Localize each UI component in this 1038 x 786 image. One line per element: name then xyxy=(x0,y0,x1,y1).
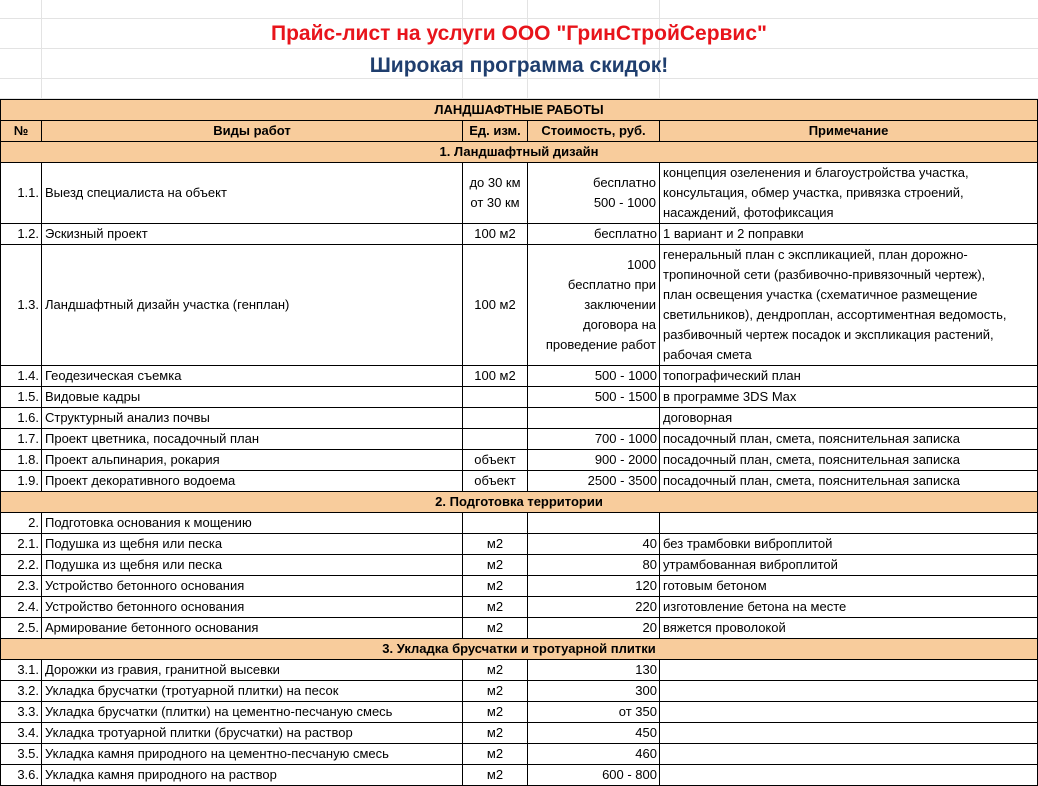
row-price: 40 xyxy=(528,534,660,555)
row-name: Проект альпинария, рокария xyxy=(42,450,463,471)
row-num: 1.2. xyxy=(1,224,42,245)
table-row xyxy=(1,576,1038,597)
table-row xyxy=(1,702,1038,723)
row-price: 80 xyxy=(528,555,660,576)
row-num: 1.8. xyxy=(1,450,42,471)
row-name: Геодезическая съемка xyxy=(42,366,463,387)
row-num: 3.1. xyxy=(1,660,42,681)
row-unit xyxy=(463,163,528,224)
row-num: 3.4. xyxy=(1,723,42,744)
row-name: Укладка камня природного на раствор xyxy=(42,765,463,786)
grid-line xyxy=(659,0,660,99)
row-price: от 350 xyxy=(528,702,660,723)
row-price: 700 - 1000 xyxy=(528,429,660,450)
row-unit xyxy=(463,429,528,450)
table-caption-row xyxy=(1,100,1038,121)
row-note xyxy=(660,723,1038,744)
row-note: посадочный план, смета, пояснительная записка xyxy=(660,471,1038,492)
row-name: Ландшафтный дизайн участка (генплан) xyxy=(42,245,463,366)
row-num: 2.1. xyxy=(1,534,42,555)
row-note-line: насаждений, фотофиксация xyxy=(663,205,834,220)
section-row xyxy=(1,492,1038,513)
row-num: 1.9. xyxy=(1,471,42,492)
column-header-work: Виды работ xyxy=(42,121,463,142)
row-note-line: рабочая смета xyxy=(663,347,752,362)
row-note-line: светильников), дендроплан, ассортиментная ведомость, xyxy=(663,307,1007,322)
row-note xyxy=(660,765,1038,786)
row-name: Выезд специалиста на объект xyxy=(42,163,463,224)
row-num: 2.5. xyxy=(1,618,42,639)
grid-line xyxy=(0,78,1038,79)
row-unit: 100 м2 xyxy=(463,245,528,366)
grid-line xyxy=(0,18,1038,19)
table-row xyxy=(1,723,1038,744)
row-note: договорная xyxy=(660,408,1038,429)
row-unit: м2 xyxy=(463,744,528,765)
grid-line xyxy=(41,0,42,99)
row-unit: м2 xyxy=(463,681,528,702)
row-price: 460 xyxy=(528,744,660,765)
grid-line xyxy=(0,48,1038,49)
row-note: посадочный план, смета, пояснительная записка xyxy=(660,450,1038,471)
row-name: Подготовка основания к мощению xyxy=(42,513,463,534)
row-num: 1.5. xyxy=(1,387,42,408)
row-unit: м2 xyxy=(463,576,528,597)
row-note: 1 вариант и 2 поправки xyxy=(660,224,1038,245)
row-unit: м2 xyxy=(463,660,528,681)
row-unit: 100 м2 xyxy=(463,366,528,387)
row-unit: м2 xyxy=(463,723,528,744)
row-name: Эскизный проект xyxy=(42,224,463,245)
column-header-price: Стоимость, руб. xyxy=(528,121,660,142)
row-num: 3.5. xyxy=(1,744,42,765)
row-price-line: бесплатно при xyxy=(567,277,656,292)
section-row xyxy=(1,639,1038,660)
row-name: Структурный анализ почвы xyxy=(42,408,463,429)
row-price: 130 xyxy=(528,660,660,681)
row-note xyxy=(660,245,1038,366)
row-note: без трамбовки виброплитой xyxy=(660,534,1038,555)
row-note xyxy=(660,744,1038,765)
page-subtitle: Широкая программа скидок! xyxy=(369,54,669,77)
row-num: 1.7. xyxy=(1,429,42,450)
section-title: 1. Ландшафтный дизайн xyxy=(1,142,1038,163)
row-name: Проект цветника, посадочный план xyxy=(42,429,463,450)
row-unit xyxy=(463,408,528,429)
row-note xyxy=(660,513,1038,534)
column-header-note: Примечание xyxy=(660,121,1038,142)
grid-line xyxy=(462,0,463,99)
row-unit-line: от 30 км xyxy=(470,195,520,210)
row-note: в программе 3DS Max xyxy=(660,387,1038,408)
row-unit: м2 xyxy=(463,555,528,576)
row-note: изготовление бетона на месте xyxy=(660,597,1038,618)
row-price xyxy=(528,163,660,224)
row-price: 600 - 800 xyxy=(528,765,660,786)
row-unit: м2 xyxy=(463,597,528,618)
page-title: Прайс-лист на услуги ООО "ГринСтройСервис" xyxy=(271,22,767,45)
row-num: 1.6. xyxy=(1,408,42,429)
row-note-line: тропиночной сети (разбивочно-привязочный чертеж), xyxy=(663,267,986,282)
section-title: 3. Укладка брусчатки и тротуарной плитки xyxy=(1,639,1038,660)
price-table xyxy=(0,99,1038,786)
row-name: Дорожки из гравия, гранитной высевки xyxy=(42,660,463,681)
table-row xyxy=(1,450,1038,471)
row-note: посадочный план, смета, пояснительная записка xyxy=(660,429,1038,450)
table-caption: ЛАНДШАФТНЫЕ РАБОТЫ xyxy=(1,100,1038,121)
table-row xyxy=(1,471,1038,492)
table-row xyxy=(1,534,1038,555)
table-row xyxy=(1,681,1038,702)
row-note-line: план освещения участка (схематичное размещение xyxy=(663,287,978,302)
table-row xyxy=(1,429,1038,450)
row-num: 1.3. xyxy=(1,245,42,366)
row-note: утрамбованная виброплитой xyxy=(660,555,1038,576)
row-num: 2.2. xyxy=(1,555,42,576)
row-num: 3.6. xyxy=(1,765,42,786)
row-name: Подушка из щебня или песка xyxy=(42,534,463,555)
row-num: 3.3. xyxy=(1,702,42,723)
row-price xyxy=(528,408,660,429)
row-name: Проект декоративного водоема xyxy=(42,471,463,492)
column-header-unit: Ед. изм. xyxy=(463,121,528,142)
row-name: Укладка тротуарной плитки (брусчатки) на раствор xyxy=(42,723,463,744)
table-row xyxy=(1,408,1038,429)
table-row xyxy=(1,555,1038,576)
row-price: 120 xyxy=(528,576,660,597)
row-price: 20 xyxy=(528,618,660,639)
row-unit-line: до 30 км xyxy=(469,175,521,190)
row-note: вяжется проволокой xyxy=(660,618,1038,639)
row-price: 500 - 1000 xyxy=(528,366,660,387)
row-num: 3.2. xyxy=(1,681,42,702)
row-name: Укладка камня природного на цементно-песчаную смесь xyxy=(42,744,463,765)
row-unit xyxy=(463,387,528,408)
row-price xyxy=(528,513,660,534)
grid-line xyxy=(527,0,528,99)
table-row xyxy=(1,387,1038,408)
table-row xyxy=(1,163,1038,224)
row-note xyxy=(660,660,1038,681)
row-unit xyxy=(463,513,528,534)
table-row xyxy=(1,366,1038,387)
row-note: готовым бетоном xyxy=(660,576,1038,597)
row-name: Устройство бетонного основания xyxy=(42,597,463,618)
row-price-line: 1000 xyxy=(627,257,656,272)
row-note-line: генеральный план с экспликацией, план дорожно- xyxy=(663,247,968,262)
table-row xyxy=(1,245,1038,366)
row-price xyxy=(528,245,660,366)
row-num: 1.1. xyxy=(1,163,42,224)
table-row xyxy=(1,660,1038,681)
row-price: 300 xyxy=(528,681,660,702)
row-name: Видовые кадры xyxy=(42,387,463,408)
table-row xyxy=(1,765,1038,786)
table-row xyxy=(1,597,1038,618)
row-unit: объект xyxy=(463,450,528,471)
section-row xyxy=(1,142,1038,163)
row-name: Армирование бетонного основания xyxy=(42,618,463,639)
row-price-line: 500 - 1000 xyxy=(593,195,656,210)
row-unit: объект xyxy=(463,471,528,492)
row-unit: 100 м2 xyxy=(463,224,528,245)
row-price-line: договора на xyxy=(583,317,656,332)
section-title: 2. Подготовка территории xyxy=(1,492,1038,513)
row-name: Подушка из щебня или песка xyxy=(42,555,463,576)
column-header-row xyxy=(1,121,1038,142)
row-price-line: бесплатно xyxy=(593,175,656,190)
row-note xyxy=(660,681,1038,702)
row-name: Укладка брусчатки (тротуарной плитки) на песок xyxy=(42,681,463,702)
row-price: 500 - 1500 xyxy=(528,387,660,408)
row-price-line: заключении xyxy=(584,297,656,312)
row-price: 2500 - 3500 xyxy=(528,471,660,492)
row-name: Укладка брусчатки (плитки) на цементно-песчаную смесь xyxy=(42,702,463,723)
row-name: Устройство бетонного основания xyxy=(42,576,463,597)
row-note xyxy=(660,702,1038,723)
row-num: 1.4. xyxy=(1,366,42,387)
row-price: 900 - 2000 xyxy=(528,450,660,471)
row-price: бесплатно xyxy=(528,224,660,245)
table-row xyxy=(1,618,1038,639)
row-note-line: консультация, обмер участка, привязка строений, xyxy=(663,185,964,200)
row-note-line: концепция озеленения и благоустройства участка, xyxy=(663,165,969,180)
row-unit: м2 xyxy=(463,702,528,723)
table-row xyxy=(1,744,1038,765)
row-price: 220 xyxy=(528,597,660,618)
row-num: 2.3. xyxy=(1,576,42,597)
row-unit: м2 xyxy=(463,765,528,786)
row-num: 2.4. xyxy=(1,597,42,618)
table-row xyxy=(1,513,1038,534)
row-note xyxy=(660,163,1038,224)
row-note-line: разбивочный чертеж посадок и экспликация растений, xyxy=(663,327,994,342)
row-unit: м2 xyxy=(463,534,528,555)
table-row xyxy=(1,224,1038,245)
row-num: 2. xyxy=(1,513,42,534)
column-header-num: № xyxy=(1,121,42,142)
row-unit: м2 xyxy=(463,618,528,639)
row-price: 450 xyxy=(528,723,660,744)
row-note: топографический план xyxy=(660,366,1038,387)
row-price-line: проведение работ xyxy=(545,337,656,352)
